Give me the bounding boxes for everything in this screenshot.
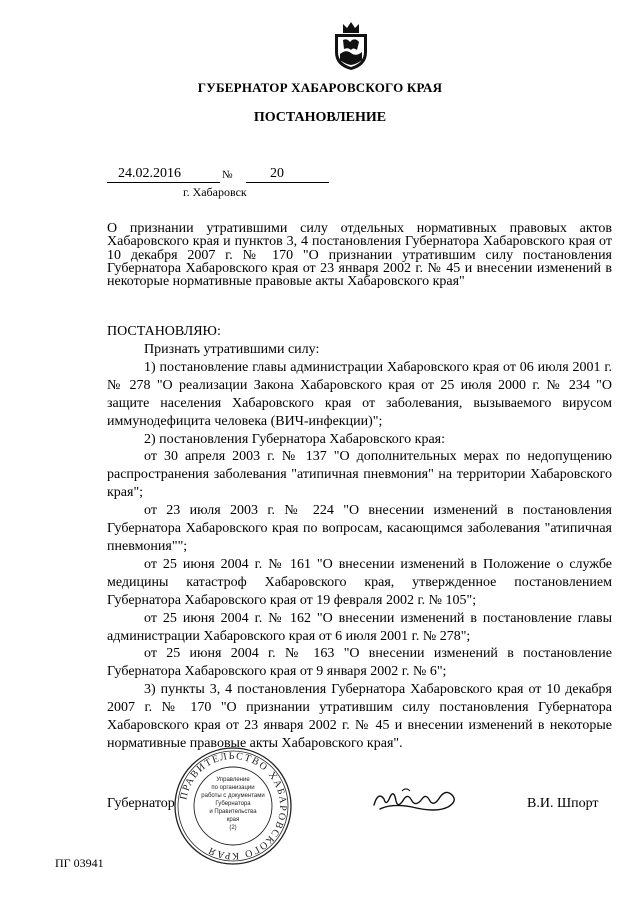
- body-paragraph: от 23 июля 2003 г. № 224 "О внесении изменений в постановления Губернатора Хабаровского края по вопросам, касающимся заболевания "атипичная пневмония"";: [107, 503, 612, 554]
- body-paragraph: 1) постановление главы администрации Хабаровского края от 06 июля 2001 г. № 278 "О реализации Закона Хабаровского края от 25 июля 2000 г. № 234 "О защите населения Хабаровского края от заболевания, вызываемого вирусом иммунодефицита человека (ВИЧ-инфекции)";: [107, 359, 612, 429]
- body-paragraph: от 30 апреля 2003 г. № 137 "О дополнительных мерах по недопущению распространения заболевания "атипичная пневмония" на территории Хабаровского края";: [107, 449, 612, 501]
- stamp-line: работы с документами: [201, 793, 265, 799]
- stamp-ring-text: ПРАВИТЕЛЬСТВО ХАБАРОВСКОГО КРАЯ: [178, 750, 289, 862]
- coat-of-arms-icon: [329, 20, 373, 72]
- document-city: г. Хабаровск: [183, 185, 247, 199]
- handwritten-signature-icon: [372, 785, 464, 815]
- body-paragraph: от 25 июня 2004 г. № 163 "О внесении изменений в постановление Губернатора Хабаровского края от 9 января 2002 г. № 6";: [107, 646, 612, 680]
- stamp-line: по организации: [211, 785, 255, 791]
- body-paragraph: от 25 июня 2004 г. № 162 "О внесении изменений в постановление главы администрации Хабаровского края от 6 июля 2001 г. № 278";: [107, 610, 612, 644]
- body-paragraph: Признать утратившими силу:: [144, 342, 320, 357]
- date-underline: [107, 182, 220, 183]
- body-paragraph: от 25 июня 2004 г. № 161 "О внесении изменений в Положение о службе медицины катастроф Хабаровского края, утвержденное постановлением Губернатора Хабаровского края от 19 февраля 2002 г. № 105";: [107, 556, 612, 608]
- document-body: [107, 341, 612, 753]
- stamp-line: (2): [229, 825, 237, 831]
- number-sign: №: [222, 169, 233, 181]
- body-paragraph: 2) постановления Губернатора Хабаровского края:: [144, 431, 446, 447]
- authority-title: ГУБЕРНАТОР ХАБАРОВСКОГО КРАЯ: [197, 80, 443, 95]
- number-underline: [246, 182, 329, 183]
- document-type: ПОСТАНОВЛЕНИЕ: [253, 110, 387, 125]
- document-date: 24.02.2016: [118, 166, 181, 181]
- registration-code: ПГ 03941: [55, 856, 104, 870]
- resolve-heading: ПОСТАНОВЛЯЮ:: [107, 324, 221, 339]
- body-paragraph: 3) пункты 3, 4 постановления Губернатора Хабаровского края от 10 декабря 2007 г. № 170 "О признании утратившим силу постановления Губернатора Хабаровского края от 23 января 2002 г. № 45 и внесении изменений в некоторые нормативные правовые акты Хабаровского края".: [107, 682, 612, 751]
- stamp-line: Управление: [216, 777, 250, 783]
- official-stamp-icon: [172, 745, 294, 867]
- document-subject: О признании утратившими силу отдельных нормативных правовых актов Хабаровского края и пунктов 3, 4 постановления Губернатора Хабаровского края от 10 декабря 2007 г. № 170 "О признании утратившим силу постановления Губернатора Хабаровского края от 23 января 2002 г. № 45 и внесении изменений в некоторые нормативные правовые акты Хабаровского края": [107, 221, 612, 290]
- stamp-line: Губернатора: [215, 801, 251, 807]
- stamp-line: края: [226, 817, 240, 823]
- document-number: 20: [270, 166, 284, 181]
- signatory-title: Губернатор: [107, 796, 175, 811]
- signatory-name: В.И. Шпорт: [527, 796, 599, 811]
- stamp-line: и Правительства: [209, 809, 257, 815]
